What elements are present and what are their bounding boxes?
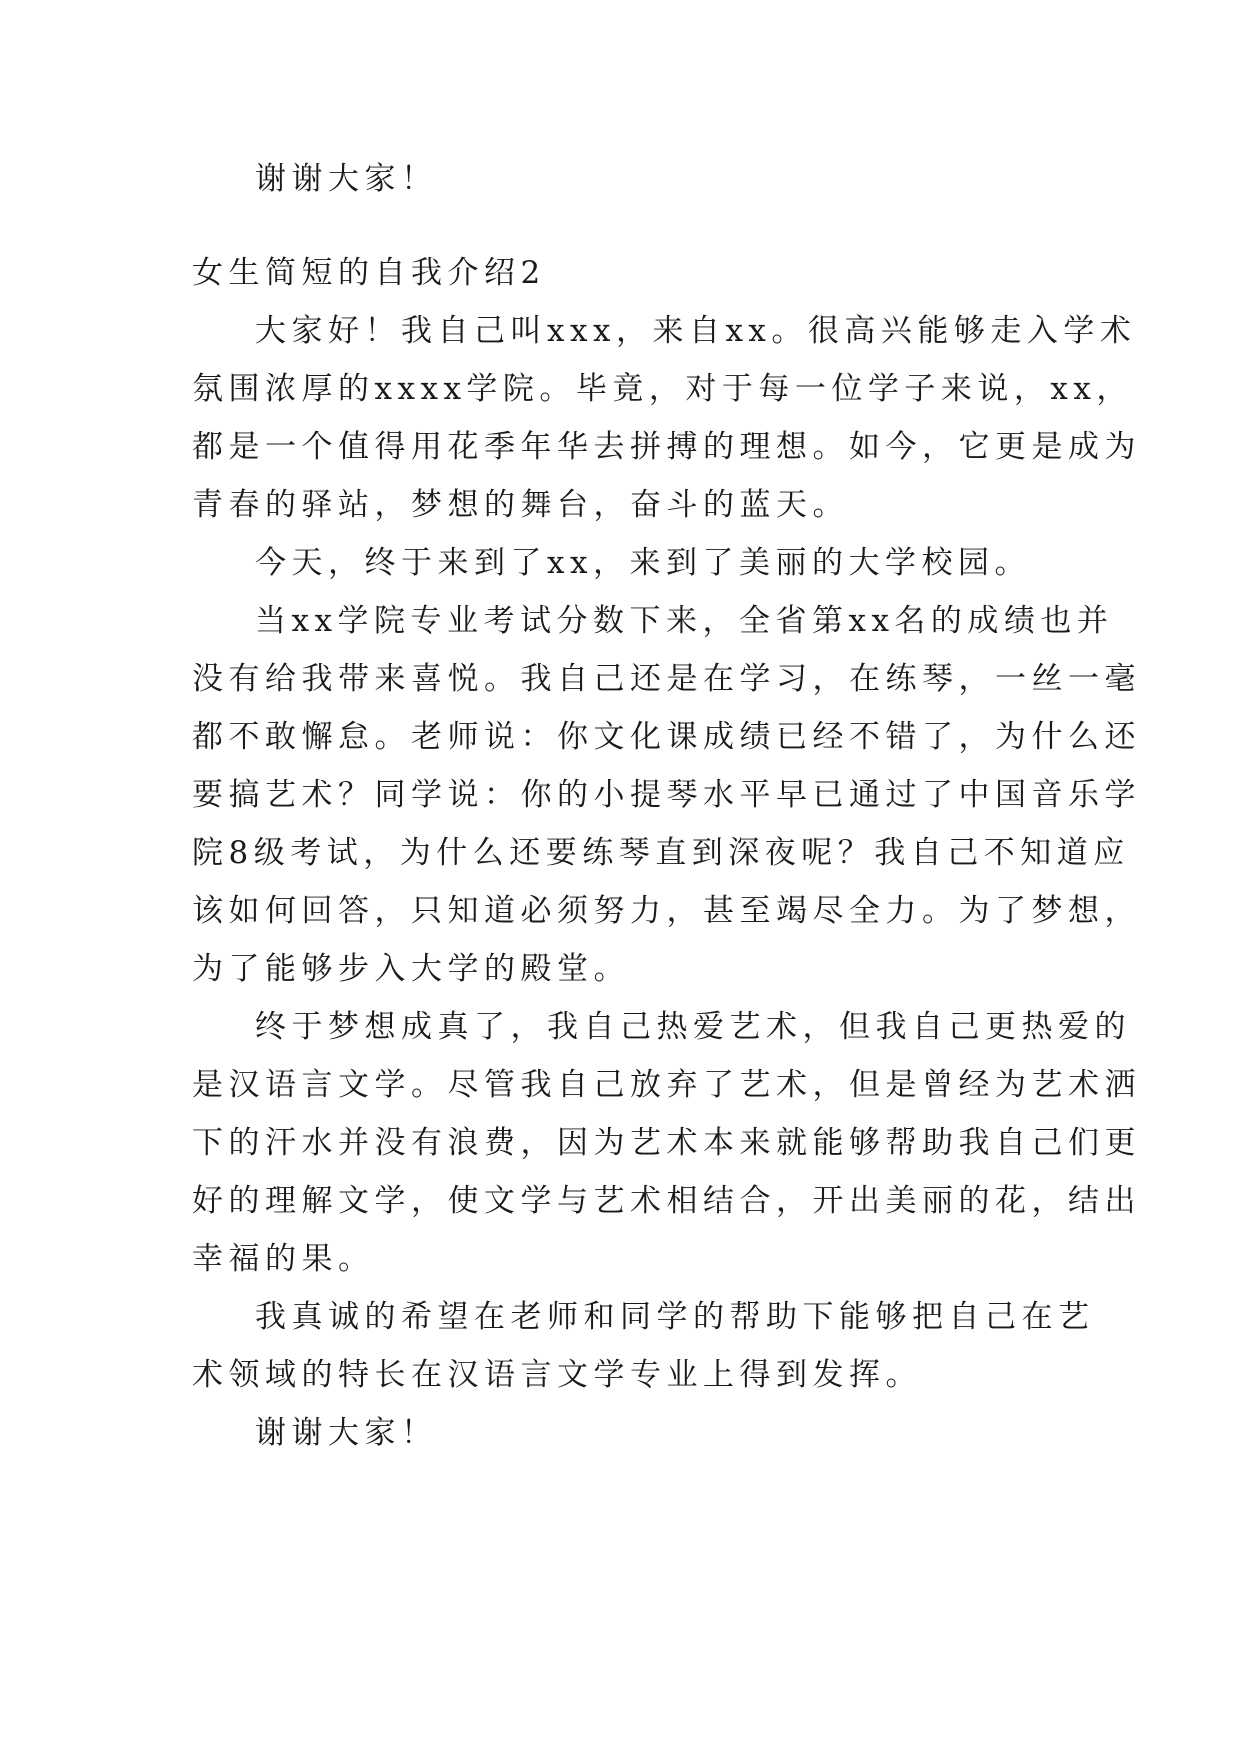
paragraph-line: 下的汗水并没有浪费，因为艺术本来就能够帮助我自己们更 (192, 1125, 1141, 1161)
paragraph-exam (192, 592, 1141, 998)
closing-thanks-top: 谢谢大家！ (255, 161, 438, 197)
paragraph-line: 该如何回答，只知道必须努力，甚至竭尽全力。为了梦想， (192, 893, 1141, 929)
paragraph-hope (192, 1288, 1095, 1404)
paragraph-line: 幸福的果。 (192, 1241, 375, 1277)
paragraph-line: 大家好！我自己叫xxx，来自xx。很高兴能够走入学术 (255, 313, 1137, 349)
paragraph-line: 术领域的特长在汉语言文学专业上得到发挥。 (192, 1357, 922, 1393)
paragraph-line: 好的理解文学，使文学与艺术相结合，开出美丽的花，结出 (192, 1183, 1141, 1219)
paragraph-line: 氛围浓厚的xxxx学院。毕竟，对于每一位学子来说，xx， (192, 371, 1133, 407)
paragraph-line: 没有给我带来喜悦。我自己还是在学习，在练琴，一丝一毫 (192, 661, 1141, 697)
paragraph-line: 今天，终于来到了xx，来到了美丽的大学校园。 (255, 545, 1031, 581)
paragraph-line: 是汉语言文学。尽管我自己放弃了艺术，但是曾经为艺术洒 (192, 1067, 1141, 1103)
paragraph-line: 都不敢懈怠。老师说：你文化课成绩已经不错了，为什么还 (192, 719, 1141, 755)
paragraph-line: 我真诚的希望在老师和同学的帮助下能够把自己在艺 (255, 1299, 1095, 1335)
document-page (192, 150, 1141, 1462)
closing-thanks-bottom: 谢谢大家！ (255, 1415, 438, 1451)
paragraph-line: 院8级考试，为什么还要练琴直到深夜呢？我自己不知道应 (192, 835, 1130, 871)
paragraph-greeting (192, 302, 1141, 534)
paragraph-line: 当xx学院专业考试分数下来，全省第xx名的成绩也并 (255, 603, 1114, 639)
paragraph-line: 都是一个值得用花季年华去拼搏的理想。如今，它更是成为 (192, 429, 1141, 465)
paragraph-line: 青春的驿站，梦想的舞台，奋斗的蓝天。 (192, 487, 849, 523)
section-gap (192, 208, 1052, 244)
paragraph-line: 为了能够步入大学的殿堂。 (192, 951, 630, 987)
paragraph-line: 终于梦想成真了，我自己热爱艺术，但我自己更热爱的 (255, 1009, 1131, 1045)
paragraph-arrival (192, 534, 1052, 592)
paragraph-line: 要搞艺术？同学说：你的小提琴水平早已通过了中国音乐学 (192, 777, 1141, 813)
section-title: 女生简短的自我介绍2 (192, 255, 546, 291)
paragraph-dream (192, 998, 1141, 1288)
